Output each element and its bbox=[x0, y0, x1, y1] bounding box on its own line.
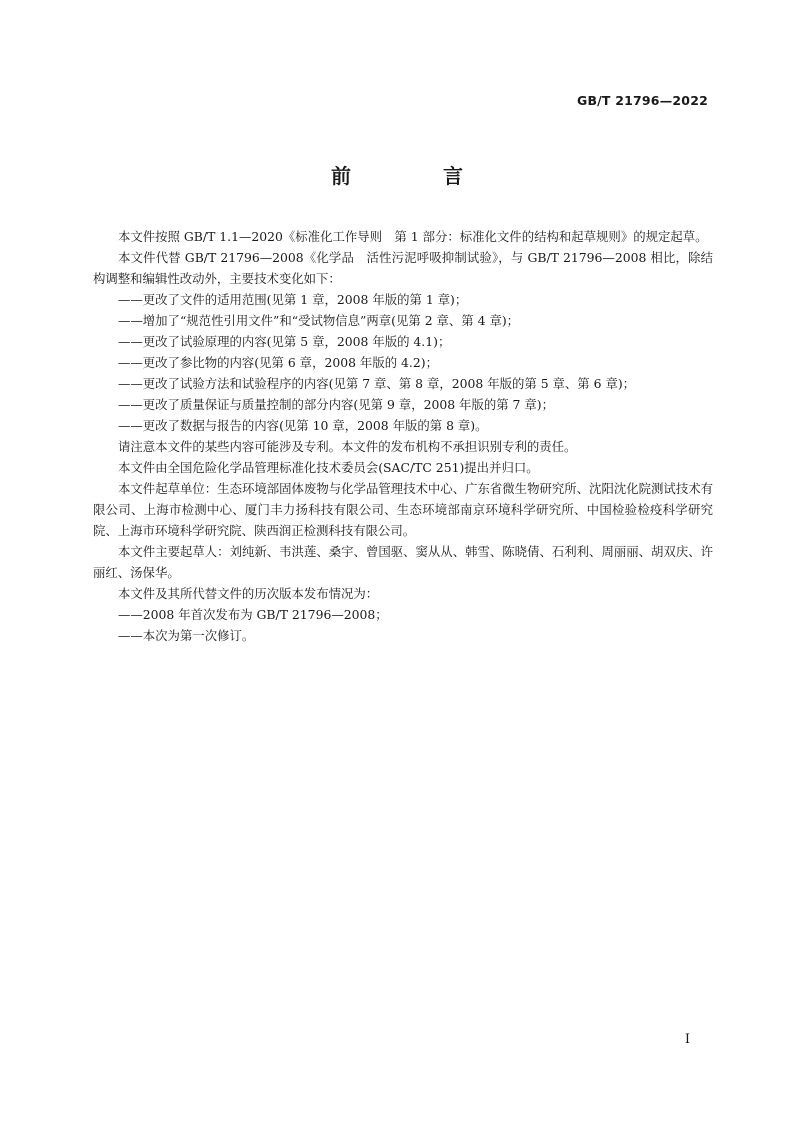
foreword-body bbox=[93, 226, 713, 646]
standard-code: GB/T 21796—2022 bbox=[576, 93, 708, 108]
list-item-change: ——更改了文件的适用范围(见第 1 章，2008 年版的第 1 章)； bbox=[118, 292, 468, 307]
page-number: I bbox=[684, 1032, 690, 1047]
list-item-change: ——更改了质量保证与质量控制的部分内容(见第 9 章，2008 年版的第 7 章)； bbox=[118, 397, 554, 412]
list-item-history: ——本次为第一次修订。 bbox=[118, 628, 255, 643]
list-item-change: ——更改了参比物的内容(见第 6 章，2008 年版的 4.2)； bbox=[118, 355, 438, 370]
paragraph-replacement: 本文件代替 GB/T 21796—2008《化学品 活性污泥呼吸抑制试验》，与 GB/T 21796—2008 相比，除结构调整和编辑性改动外，主要技术变化如下： bbox=[93, 250, 713, 286]
list-item-change: ——增加了“规范性引用文件”和“受试物信息”两章(见第 2 章、第 4 章)； bbox=[118, 313, 520, 328]
paragraph-drafters: 本文件主要起草人：刘纯新、韦洪莲、桑宇、曾国驱、窦从从、韩雪、陈晓倩、石利利、周丽丽、胡双庆、许丽红、汤保华。 bbox=[93, 544, 713, 580]
paragraph-proposer: 本文件由全国危险化学品管理标准化技术委员会(SAC/TC 251)提出并归口。 bbox=[118, 460, 539, 475]
paragraph-drafting-units: 本文件起草单位：生态环境部固体废物与化学品管理技术中心、广东省微生物研究所、沈阳沈化院测试技术有限公司、上海市检测中心、厦门丰力扬科技有限公司、生态环境部南京环境科学研究所、中国检验检疫科学研究院、上海市环境科学研究院、陕西润正检测科技有限公司。 bbox=[93, 481, 713, 538]
list-item-change: ——更改了数据与报告的内容(见第 10 章，2008 年版的第 8 章)。 bbox=[118, 418, 488, 433]
page-title: 前 言 bbox=[331, 164, 499, 188]
paragraph-version-history: 本文件及其所代替文件的历次版本发布情况为： bbox=[118, 586, 379, 601]
paragraph-patent-notice: 请注意本文件的某些内容可能涉及专利。本文件的发布机构不承担识别专利的责任。 bbox=[118, 439, 577, 454]
list-item-change: ——更改了试验方法和试验程序的内容(见第 7 章、第 8 章，2008 年版的第 5 章、第 6 章)； bbox=[118, 376, 636, 391]
paragraph-drafting-rules: 本文件按照 GB/T 1.1—2020《标准化工作导则 第 1 部分：标准化文件的结构和起草规则》的规定起草。 bbox=[118, 229, 708, 244]
list-item-history: ——2008 年首次发布为 GB/T 21796—2008； bbox=[118, 607, 388, 622]
list-item-change: ——更改了试验原理的内容(见第 5 章，2008 年版的 4.1)； bbox=[118, 334, 451, 349]
